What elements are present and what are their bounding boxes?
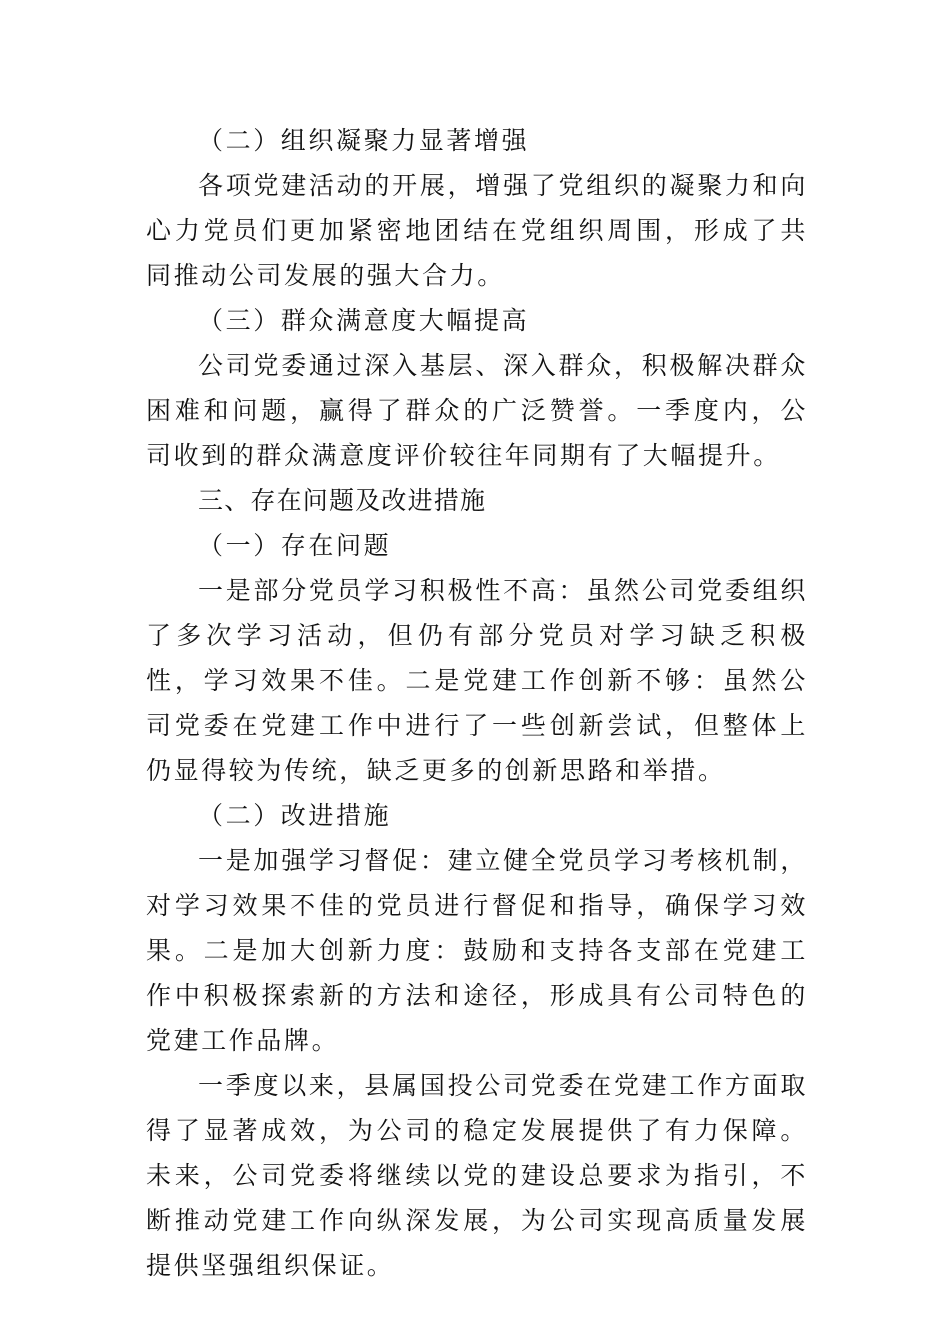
subheading-improvement-measures: （二）改进措施	[198, 801, 392, 830]
paragraph-problems: 一是部分党员学习积极性不高：虽然公司党委组织了多次学习活动，但仍有部分党员对学习缺乏积极性，学习效果不佳。二是党建工作创新不够：虽然公司党委在党建工作中进行了一些创新尝试，但整体上仍显得较为传统，缺乏更多的创新思路和举措。	[146, 576, 808, 785]
paragraph-satisfaction: 公司党委通过深入基层、深入群众，积极解决群众困难和问题，赢得了群众的广泛赞誉。一季度内，公司收到的群众满意度评价较往年同期有了大幅提升。	[146, 351, 808, 470]
paragraph-conclusion: 一季度以来，县属国投公司党委在党建工作方面取得了显著成效，为公司的稳定发展提供了有力保障。未来，公司党委将继续以党的建设总要求为指引，不断推动党建工作向纵深发展，为公司实现高质量发展提供坚强组织保证。	[146, 1071, 808, 1280]
subheading-public-satisfaction: （三）群众满意度大幅提高	[198, 306, 530, 335]
document-body	[146, 118, 808, 1288]
section-heading-problems-measures: 三、存在问题及改进措施	[198, 486, 487, 515]
subheading-organization-cohesion: （二）组织凝聚力显著增强	[198, 126, 530, 155]
subheading-existing-problems: （一）存在问题	[198, 531, 392, 560]
paragraph-cohesion: 各项党建活动的开展，增强了党组织的凝聚力和向心力党员们更加紧密地团结在党组织周围，形成了共同推动公司发展的强大合力。	[146, 171, 808, 290]
paragraph-measures: 一是加强学习督促：建立健全党员学习考核机制，对学习效果不佳的党员进行督促和指导，确保学习效果。二是加大创新力度：鼓励和支持各支部在党建工作中积极探索新的方法和途径，形成具有公司特色的党建工作品牌。	[146, 846, 808, 1055]
